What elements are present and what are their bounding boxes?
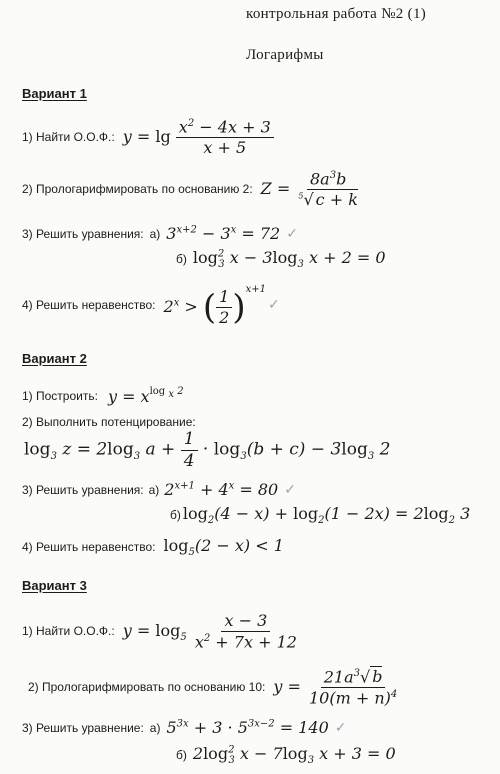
- formula: y = $\frac{21a^3√ b}{10(m + n)^4}$: [273, 667, 398, 708]
- v3-task-3b: [176, 744, 396, 766]
- formula: $3^{x+2} - 3^x = 72$: [166, 224, 281, 243]
- formula: $\log_5(2 - x) < 1$: [163, 536, 284, 559]
- v3-task-1: [22, 612, 300, 651]
- task-label: 2) Выполнить потенцирование:: [22, 415, 196, 429]
- variant-2-heading: Вариант 2: [22, 351, 87, 366]
- formula: $5^{3x} + 3 \cdot 5^{3x-2} = 140$: [166, 718, 329, 737]
- v2-task-3: [22, 480, 296, 499]
- part-label: а): [149, 720, 161, 735]
- task-label: 3) Решить уравнения:: [22, 482, 144, 497]
- v1-task-1: [22, 118, 274, 157]
- v2-task-2: [22, 413, 196, 431]
- v1-task-3b: [176, 248, 386, 270]
- variant-1-heading: Вариант 1: [22, 86, 87, 101]
- v1-task-4: [22, 284, 280, 327]
- task-label: 1) Построить:: [22, 389, 98, 403]
- task-label: 2) Прологарифмировать по основанию 2:: [22, 182, 253, 197]
- v1-task-2: [22, 170, 361, 209]
- formula: $2^{x+1} + 4^x = 80$: [164, 480, 279, 499]
- v2-task-1: [22, 386, 184, 406]
- task-label: 2) Прологарифмировать по основанию 10:: [28, 680, 266, 695]
- v3-task-3: [22, 718, 346, 737]
- v2-task-4: [22, 536, 284, 558]
- part-label: б): [170, 508, 181, 523]
- v2-task-2-formula: [24, 430, 390, 470]
- check-mark-icon: ✓: [284, 481, 296, 498]
- check-mark-icon: ✓: [286, 225, 298, 242]
- task-label: 3) Решить уравнения:: [22, 226, 144, 241]
- formula: $\log_3 z = 2\log_3$ a + $\frac{1}{4}$ · $\log_3(b + c) - 3\log_3$ 2: [24, 429, 391, 471]
- formula: $\log^2_3 x - 3\log_3$ x + 2 = 0: [192, 248, 386, 271]
- task-label: 4) Решить неравенство:: [22, 540, 156, 555]
- part-label: б): [176, 748, 187, 763]
- task-label: 1) Найти О.О.Ф.:: [22, 130, 115, 145]
- formula: $2^x$ > ( $\frac{1}{2}$ )$^{x+1}$: [163, 284, 267, 328]
- formula: y = lg $\frac{x^2 - 4x + 3}{x + 5}$: [123, 118, 274, 157]
- check-mark-icon: ✓: [334, 719, 347, 736]
- formula: $y = x^{log _x 2}$: [107, 386, 184, 406]
- v1-task-3: [22, 224, 298, 243]
- worksheet-subtitle: Логарифмы: [246, 47, 324, 63]
- check-mark-icon: ✓: [268, 297, 280, 314]
- part-label: а): [149, 226, 161, 241]
- task-label: 3) Решить уравнение:: [22, 720, 144, 735]
- formula: Z = $\frac{8a^3b}{^5√ c + k}$: [260, 169, 358, 209]
- formula: $2\log^2_3$ $x - 7\log_3$ x + 3 = 0: [192, 744, 396, 767]
- part-label: б): [176, 252, 187, 267]
- v2-task-3b: [170, 504, 470, 526]
- task-label: 1) Найти О.О.Ф.:: [22, 624, 115, 639]
- formula: $\log_2(4 - x) + \log_2(1 - 2x) = 2\log_2$ 3: [182, 504, 471, 527]
- part-label: а): [148, 482, 160, 497]
- variant-3-heading: Вариант 3: [22, 578, 87, 593]
- task-label: 4) Решить неравенство:: [22, 298, 156, 313]
- v3-task-2: [28, 668, 400, 707]
- worksheet-title: контрольная работа №2 (1): [246, 6, 427, 22]
- formula: $y = \log_5$ $\frac{x - 3}{x^2 + 7x + 12}$: [122, 611, 297, 651]
